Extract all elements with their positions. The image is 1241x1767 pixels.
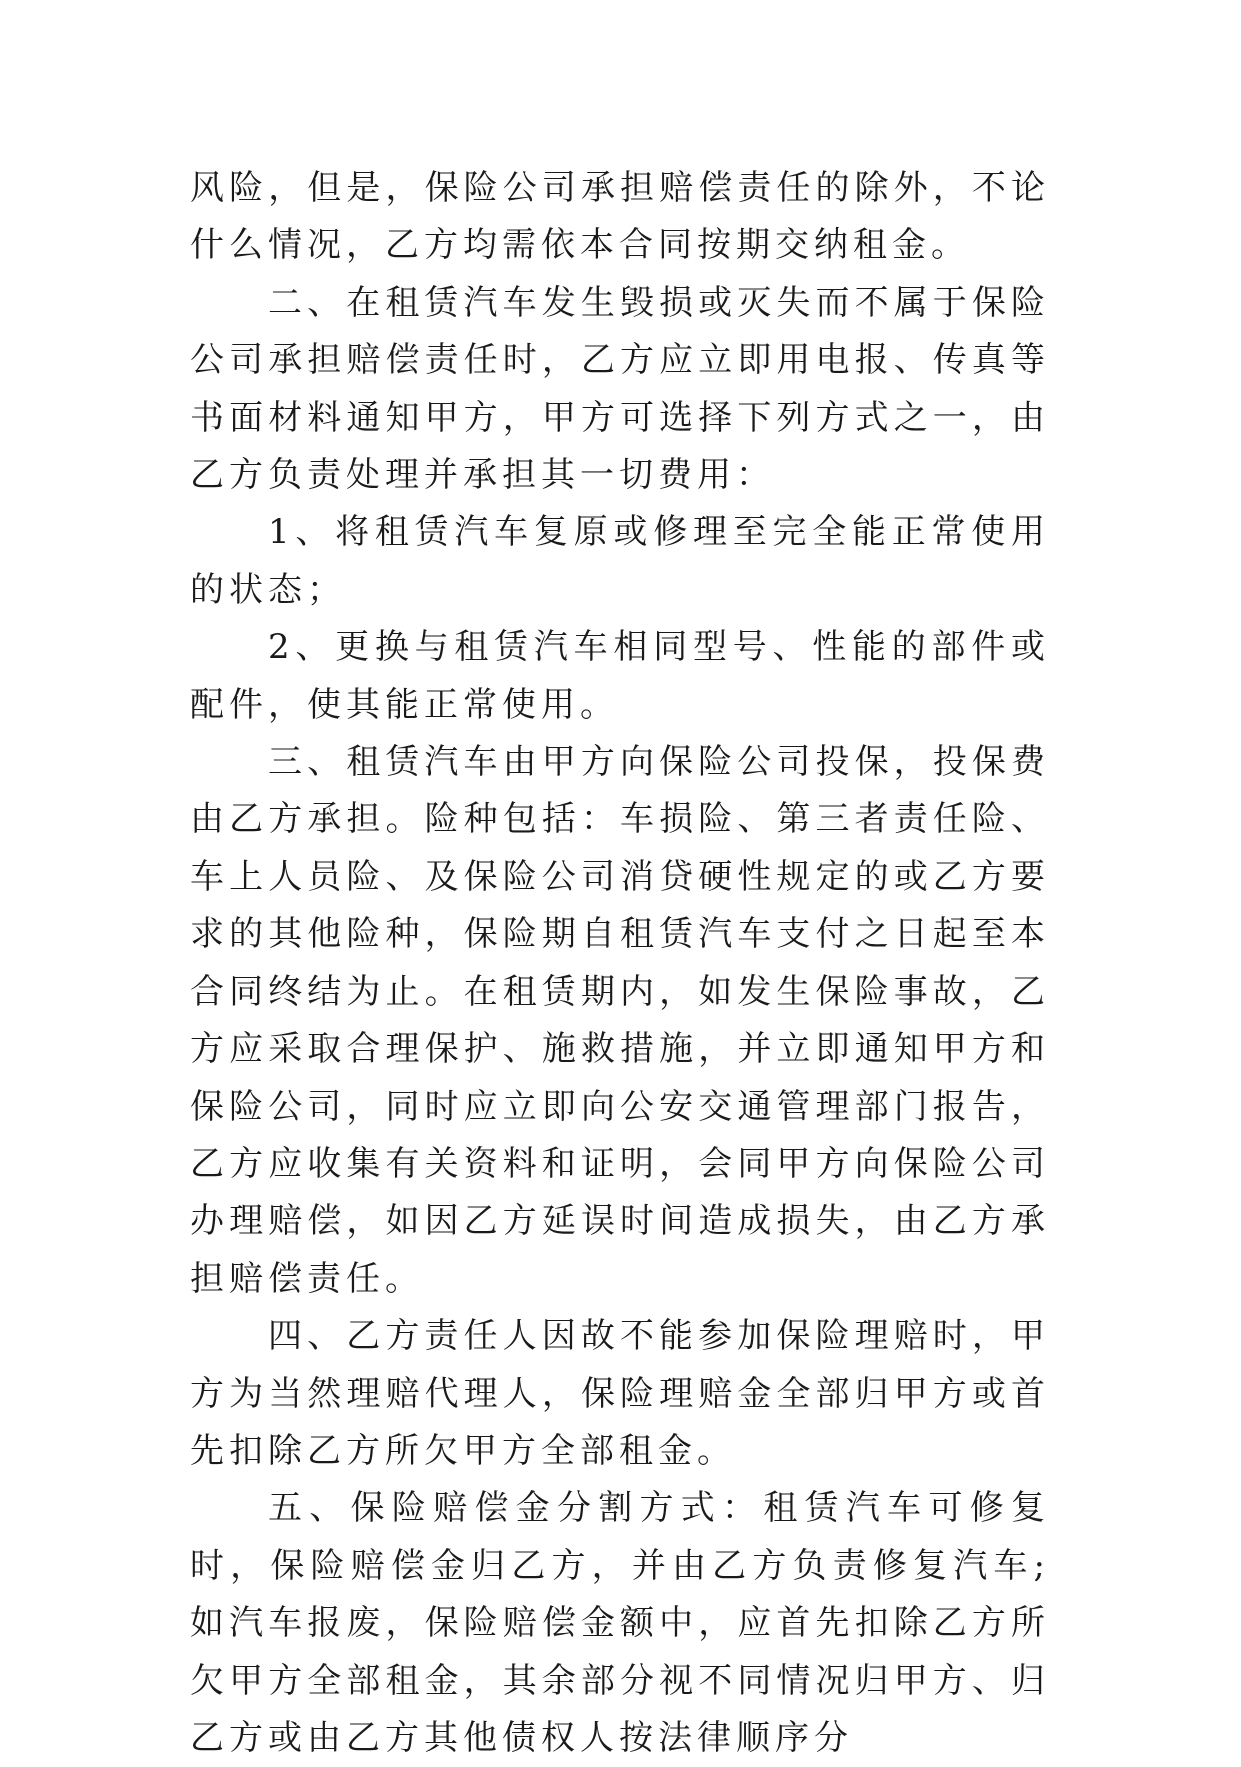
paragraph-clause-2: 二、在租赁汽车发生毁损或灭失而不属于保险公司承担赔偿责任时，乙方应立即用电报、传真等书面材料通知甲方，甲方可选择下列方式之一，由乙方负责处理并承担其一切费用： <box>190 282 1050 496</box>
paragraph-item-1: 1、将租赁汽车复原或修理至完全能正常使用的状态； <box>190 512 1050 610</box>
paragraph-clause-4: 四、乙方责任人因故不能参加保险理赔时，甲方为当然理赔代理人，保险理赔金全部归甲方或首先扣除乙方所欠甲方全部租金。 <box>190 1316 1050 1471</box>
paragraph-clause-5: 五、保险赔偿金分割方式：租赁汽车可修复时，保险赔偿金归乙方，并由乙方负责修复汽车;如汽车报废，保险赔偿金额中，应首先扣除乙方所欠甲方全部租金，其余部分视不同情况归甲方、归乙方或由乙方其他债权人按法律顺序分 <box>190 1488 1050 1758</box>
paragraph-continuation: 风险，但是，保险公司承担赔偿责任的除外，不论什么情况，乙方均需依本合同按期交纳租金。 <box>190 168 1050 266</box>
paragraph-item-2: 2、更换与租赁汽车相同型号、性能的部件或配件，使其能正常使用。 <box>190 627 1050 725</box>
paragraph-clause-3: 三、租赁汽车由甲方向保险公司投保，投保费由乙方承担。险种包括：车损险、第三者责任险、车上人员险、及保险公司消贷硬性规定的或乙方要求的其他险种，保险期自租赁汽车支付之日起至本合同终结为止。在租赁期内，如发生保险事故，乙方应采取合理保护、施救措施，并立即通知甲方和保险公司，同时应立即向公安交通管理部门报告，乙方应收集有关资料和证明，会同甲方向保险公司办理赔偿，如因乙方延误时间造成损失，由乙方承担赔偿责任。 <box>190 742 1050 1299</box>
document-body <box>190 160 1050 1767</box>
